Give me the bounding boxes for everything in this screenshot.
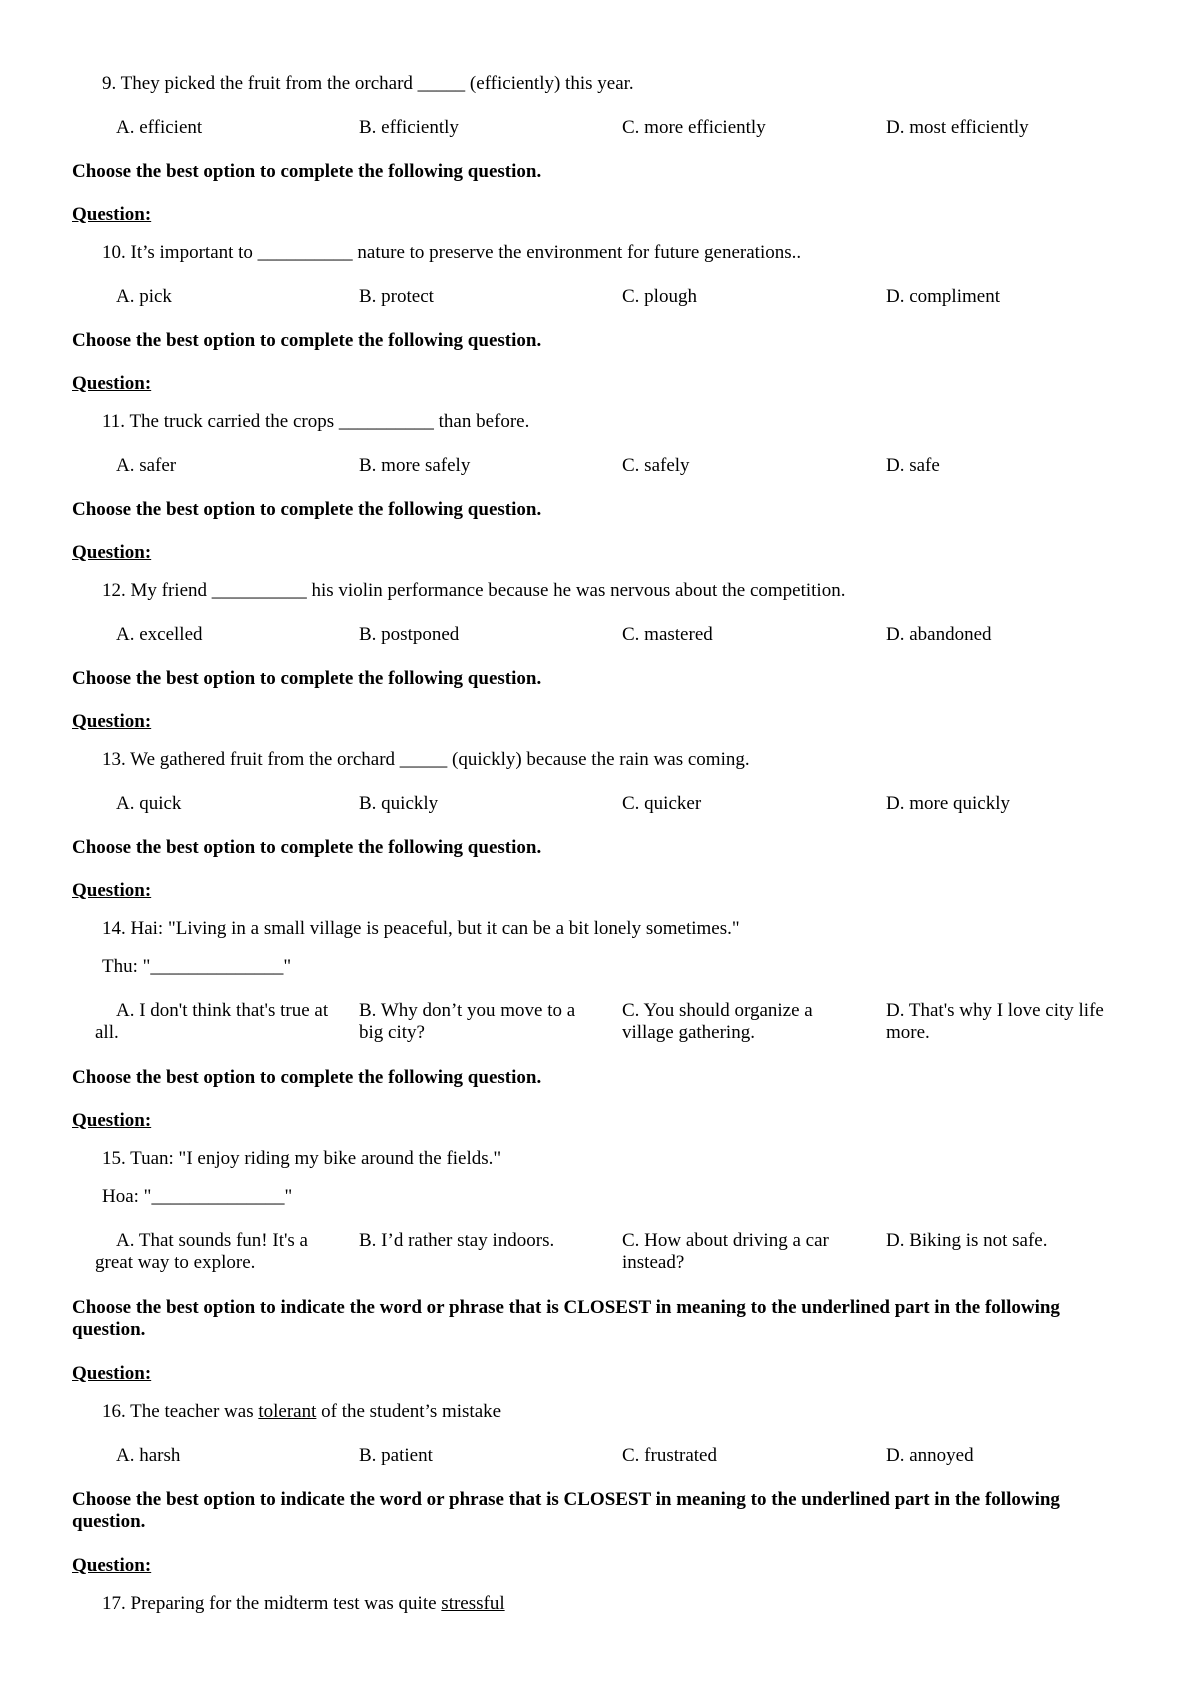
q10-option-d: D. compliment (886, 286, 1000, 307)
q13-option-d: D. more quickly (886, 793, 1011, 814)
instruction-heading: Choose the best option to indicate the word or phrase that is CLOSEST in meaning to the underlined part in the following question. (72, 1489, 1060, 1532)
q11-option-a: A. safer (116, 455, 177, 476)
instruction-heading: Choose the best option to complete the following question. (72, 668, 542, 689)
question-label: Question: (72, 1555, 152, 1576)
q16-text-prefix: 16. The teacher was (102, 1401, 259, 1422)
q10-option-b: B. protect (359, 286, 434, 307)
question-label: Question: (72, 711, 152, 732)
q16-underlined-word: tolerant (258, 1401, 317, 1422)
q17-underlined-word: stressful (441, 1593, 505, 1614)
q14-option-c: C. You should organize a village gathering. (622, 1000, 813, 1043)
q10-option-c: C. plough (622, 286, 697, 307)
q16-option-c: C. frustrated (622, 1445, 717, 1466)
q16-text-suffix: of the student’s mistake (316, 1401, 502, 1422)
q17-text-prefix: 17. Preparing for the midterm test was quite (102, 1593, 442, 1614)
question-11-text: 11. The truck carried the crops __________ than before. (102, 411, 530, 432)
question-17-text (102, 1593, 505, 1615)
q9-option-c: C. more efficiently (622, 117, 766, 138)
q12-option-a: A. excelled (116, 624, 203, 645)
question-label: Question: (72, 1110, 152, 1131)
question-14-reply: Thu: "______________" (102, 956, 292, 977)
question-15-text: 15. Tuan: "I enjoy riding my bike around the fields." (102, 1148, 502, 1169)
instruction-heading: Choose the best option to complete the following question. (72, 161, 542, 182)
q16-option-d: D. annoyed (886, 1445, 974, 1466)
q9-option-d: D. most efficiently (886, 117, 1029, 138)
q14-option-d: D. That's why I love city life more. (886, 1000, 1104, 1043)
instruction-heading: Choose the best option to indicate the word or phrase that is CLOSEST in meaning to the underlined part in the following question. (72, 1297, 1060, 1340)
question-label: Question: (72, 373, 152, 394)
q16-option-a: A. harsh (116, 1445, 181, 1466)
question-12-text: 12. My friend __________ his violin performance because he was nervous about the competition. (102, 580, 846, 601)
q9-option-b: B. efficiently (359, 117, 459, 138)
q12-option-c: C. mastered (622, 624, 713, 645)
instruction-heading: Choose the best option to complete the following question. (72, 837, 542, 858)
q15-option-b: B. I’d rather stay indoors. (359, 1230, 555, 1251)
question-16-text (102, 1401, 501, 1423)
q13-option-a: A. quick (116, 793, 182, 814)
instruction-heading: Choose the best option to complete the following question. (72, 330, 542, 351)
question-10-text: 10. It’s important to __________ nature to preserve the environment for future generations.. (102, 242, 802, 263)
instruction-heading: Choose the best option to complete the following question. (72, 1067, 542, 1088)
instruction-heading: Choose the best option to complete the following question. (72, 499, 542, 520)
q15-option-a: A. That sounds fun! It's a great way to explore. (95, 1230, 308, 1273)
q11-option-c: C. safely (622, 455, 690, 476)
q15-option-d: D. Biking is not safe. (886, 1230, 1048, 1251)
question-label: Question: (72, 880, 152, 901)
q13-option-b: B. quickly (359, 793, 439, 814)
q12-option-b: B. postponed (359, 624, 460, 645)
q12-option-d: D. abandoned (886, 624, 992, 645)
q14-option-b: B. Why don’t you move to a big city? (359, 1000, 576, 1043)
question-label: Question: (72, 204, 152, 225)
question-14-text: 14. Hai: "Living in a small village is peaceful, but it can be a bit lonely sometimes." (102, 918, 740, 939)
q9-option-a: A. efficient (116, 117, 203, 138)
q10-option-a: A. pick (116, 286, 172, 307)
q15-option-c: C. How about driving a car instead? (622, 1230, 829, 1273)
q14-option-a: A. I don't think that's true at all. (95, 1000, 329, 1043)
q16-option-b: B. patient (359, 1445, 433, 1466)
question-9-text: 9. They picked the fruit from the orchard _____ (efficiently) this year. (102, 73, 634, 94)
q13-option-c: C. quicker (622, 793, 702, 814)
q11-option-d: D. safe (886, 455, 940, 476)
question-15-reply: Hoa: "______________" (102, 1186, 293, 1207)
question-label: Question: (72, 1363, 152, 1384)
question-label: Question: (72, 542, 152, 563)
q11-option-b: B. more safely (359, 455, 471, 476)
question-13-text: 13. We gathered fruit from the orchard _____ (quickly) because the rain was coming. (102, 749, 750, 770)
